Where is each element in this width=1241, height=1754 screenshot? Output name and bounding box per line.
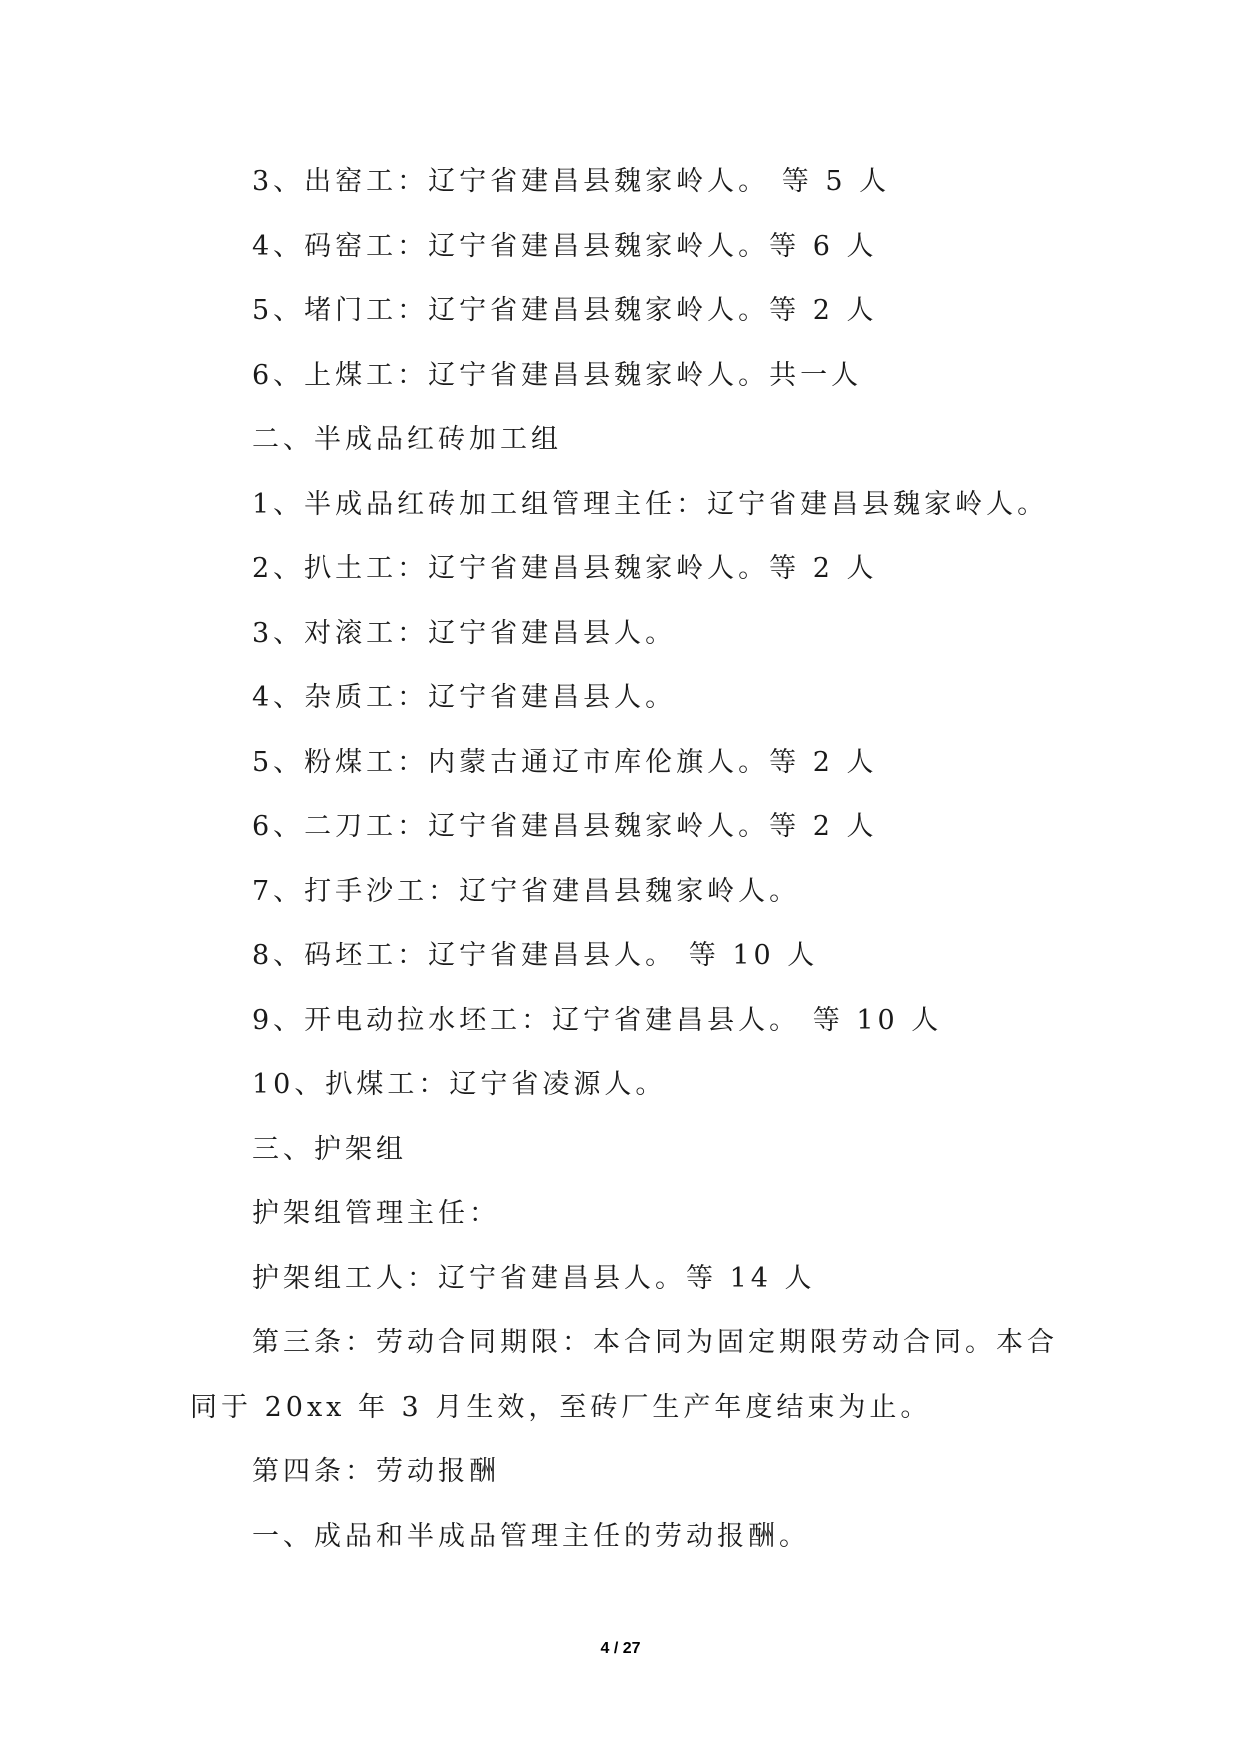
text-line: 10、扒煤工：辽宁省凌源人。	[252, 1069, 667, 1100]
text-line: 护架组工人：辽宁省建昌县人。等 14 人	[252, 1262, 816, 1294]
text-line: 护架组管理主任：	[252, 1198, 500, 1229]
text-line: 6、上煤工：辽宁省建昌县魏家岭人。共一人	[252, 359, 863, 391]
text-line: 5、粉煤工：内蒙古通辽市库伦旗人。等 2 人	[252, 746, 878, 778]
text-line: 1、半成品红砖加工组管理主任：辽宁省建昌县魏家岭人。	[252, 488, 1049, 520]
page-number: 4 / 27	[600, 1640, 641, 1657]
text-line: 9、开电动拉水坯工：辽宁省建昌县人。 等 10 人	[252, 1004, 943, 1036]
text-line: 3、出窑工：辽宁省建昌县魏家岭人。 等 5 人	[252, 166, 891, 197]
text-line: 5、堵门工：辽宁省建昌县魏家岭人。等 2 人	[252, 295, 878, 326]
text-line: 4、杂质工：辽宁省建昌县人。	[252, 682, 677, 713]
section-heading: 二、半成品红砖加工组	[252, 424, 562, 455]
document-body	[190, 150, 1070, 1569]
section-heading: 三、护架组	[252, 1133, 407, 1165]
text-line: 3、对滚工：辽宁省建昌县人。	[252, 617, 677, 649]
text-line: 8、码坯工：辽宁省建昌县人。 等 10 人	[252, 940, 819, 971]
article-3-paragraph	[190, 1311, 1070, 1440]
text-line: 7、打手沙工：辽宁省建昌县魏家岭人。	[252, 875, 801, 907]
article-3-line-2: 同于 20xx 年 3 月生效，至砖厂生产年度结束为止。	[190, 1391, 932, 1423]
article-4-heading: 第四条：劳动报酬	[252, 1456, 500, 1487]
text-line: 2、扒土工：辽宁省建昌县魏家岭人。等 2 人	[252, 553, 878, 584]
text-line: 6、二刀工：辽宁省建昌县魏家岭人。等 2 人	[252, 811, 878, 842]
text-line: 一、成品和半成品管理主任的劳动报酬。	[252, 1520, 810, 1552]
article-3-line-1: 第三条：劳动合同期限：本合同为固定期限劳动合同。本合	[252, 1327, 1058, 1358]
text-line: 4、码窑工：辽宁省建昌县魏家岭人。等 6 人	[252, 230, 878, 262]
